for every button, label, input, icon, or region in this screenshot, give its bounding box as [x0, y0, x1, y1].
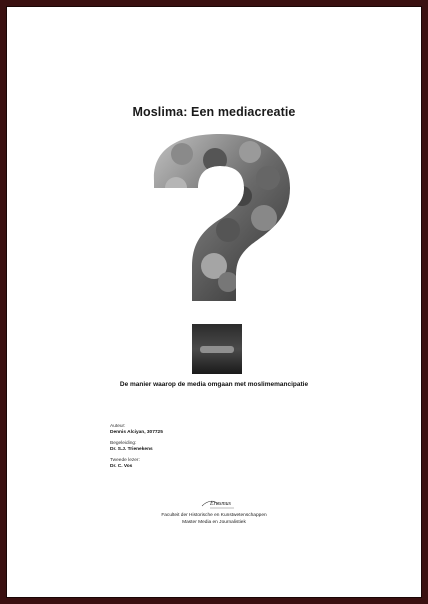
erasmus-logo: [196, 498, 246, 512]
supervisor-label: Begeleiding:: [110, 441, 137, 446]
second-reader-block: [110, 458, 140, 470]
author-block: [110, 424, 163, 436]
author-label: Auteur:: [110, 424, 126, 429]
second-reader-label: Tweede lezer:: [110, 458, 140, 463]
supervisor-block: [110, 441, 153, 453]
faculty-line: Faculteit der Historische en Kunstwetenschappen: [161, 513, 267, 518]
logo-text: Erasmus: [210, 501, 232, 507]
program-line: Master Media en Journalistiek: [182, 519, 246, 525]
document-subtitle: De manier waarop de media omgaan met moslimemancipatie: [119, 381, 309, 388]
faculty-footer: [0, 513, 428, 526]
question-mark-photo-collage: [140, 126, 300, 376]
author-value: Dennis Alciyan, 307725: [110, 430, 163, 435]
supervisor-value: Dr. S.J. Trienekens: [110, 447, 153, 452]
second-reader-value: Dr. C. Vos: [110, 464, 133, 469]
document-title: Moslima: Een mediacreatie: [132, 105, 296, 119]
